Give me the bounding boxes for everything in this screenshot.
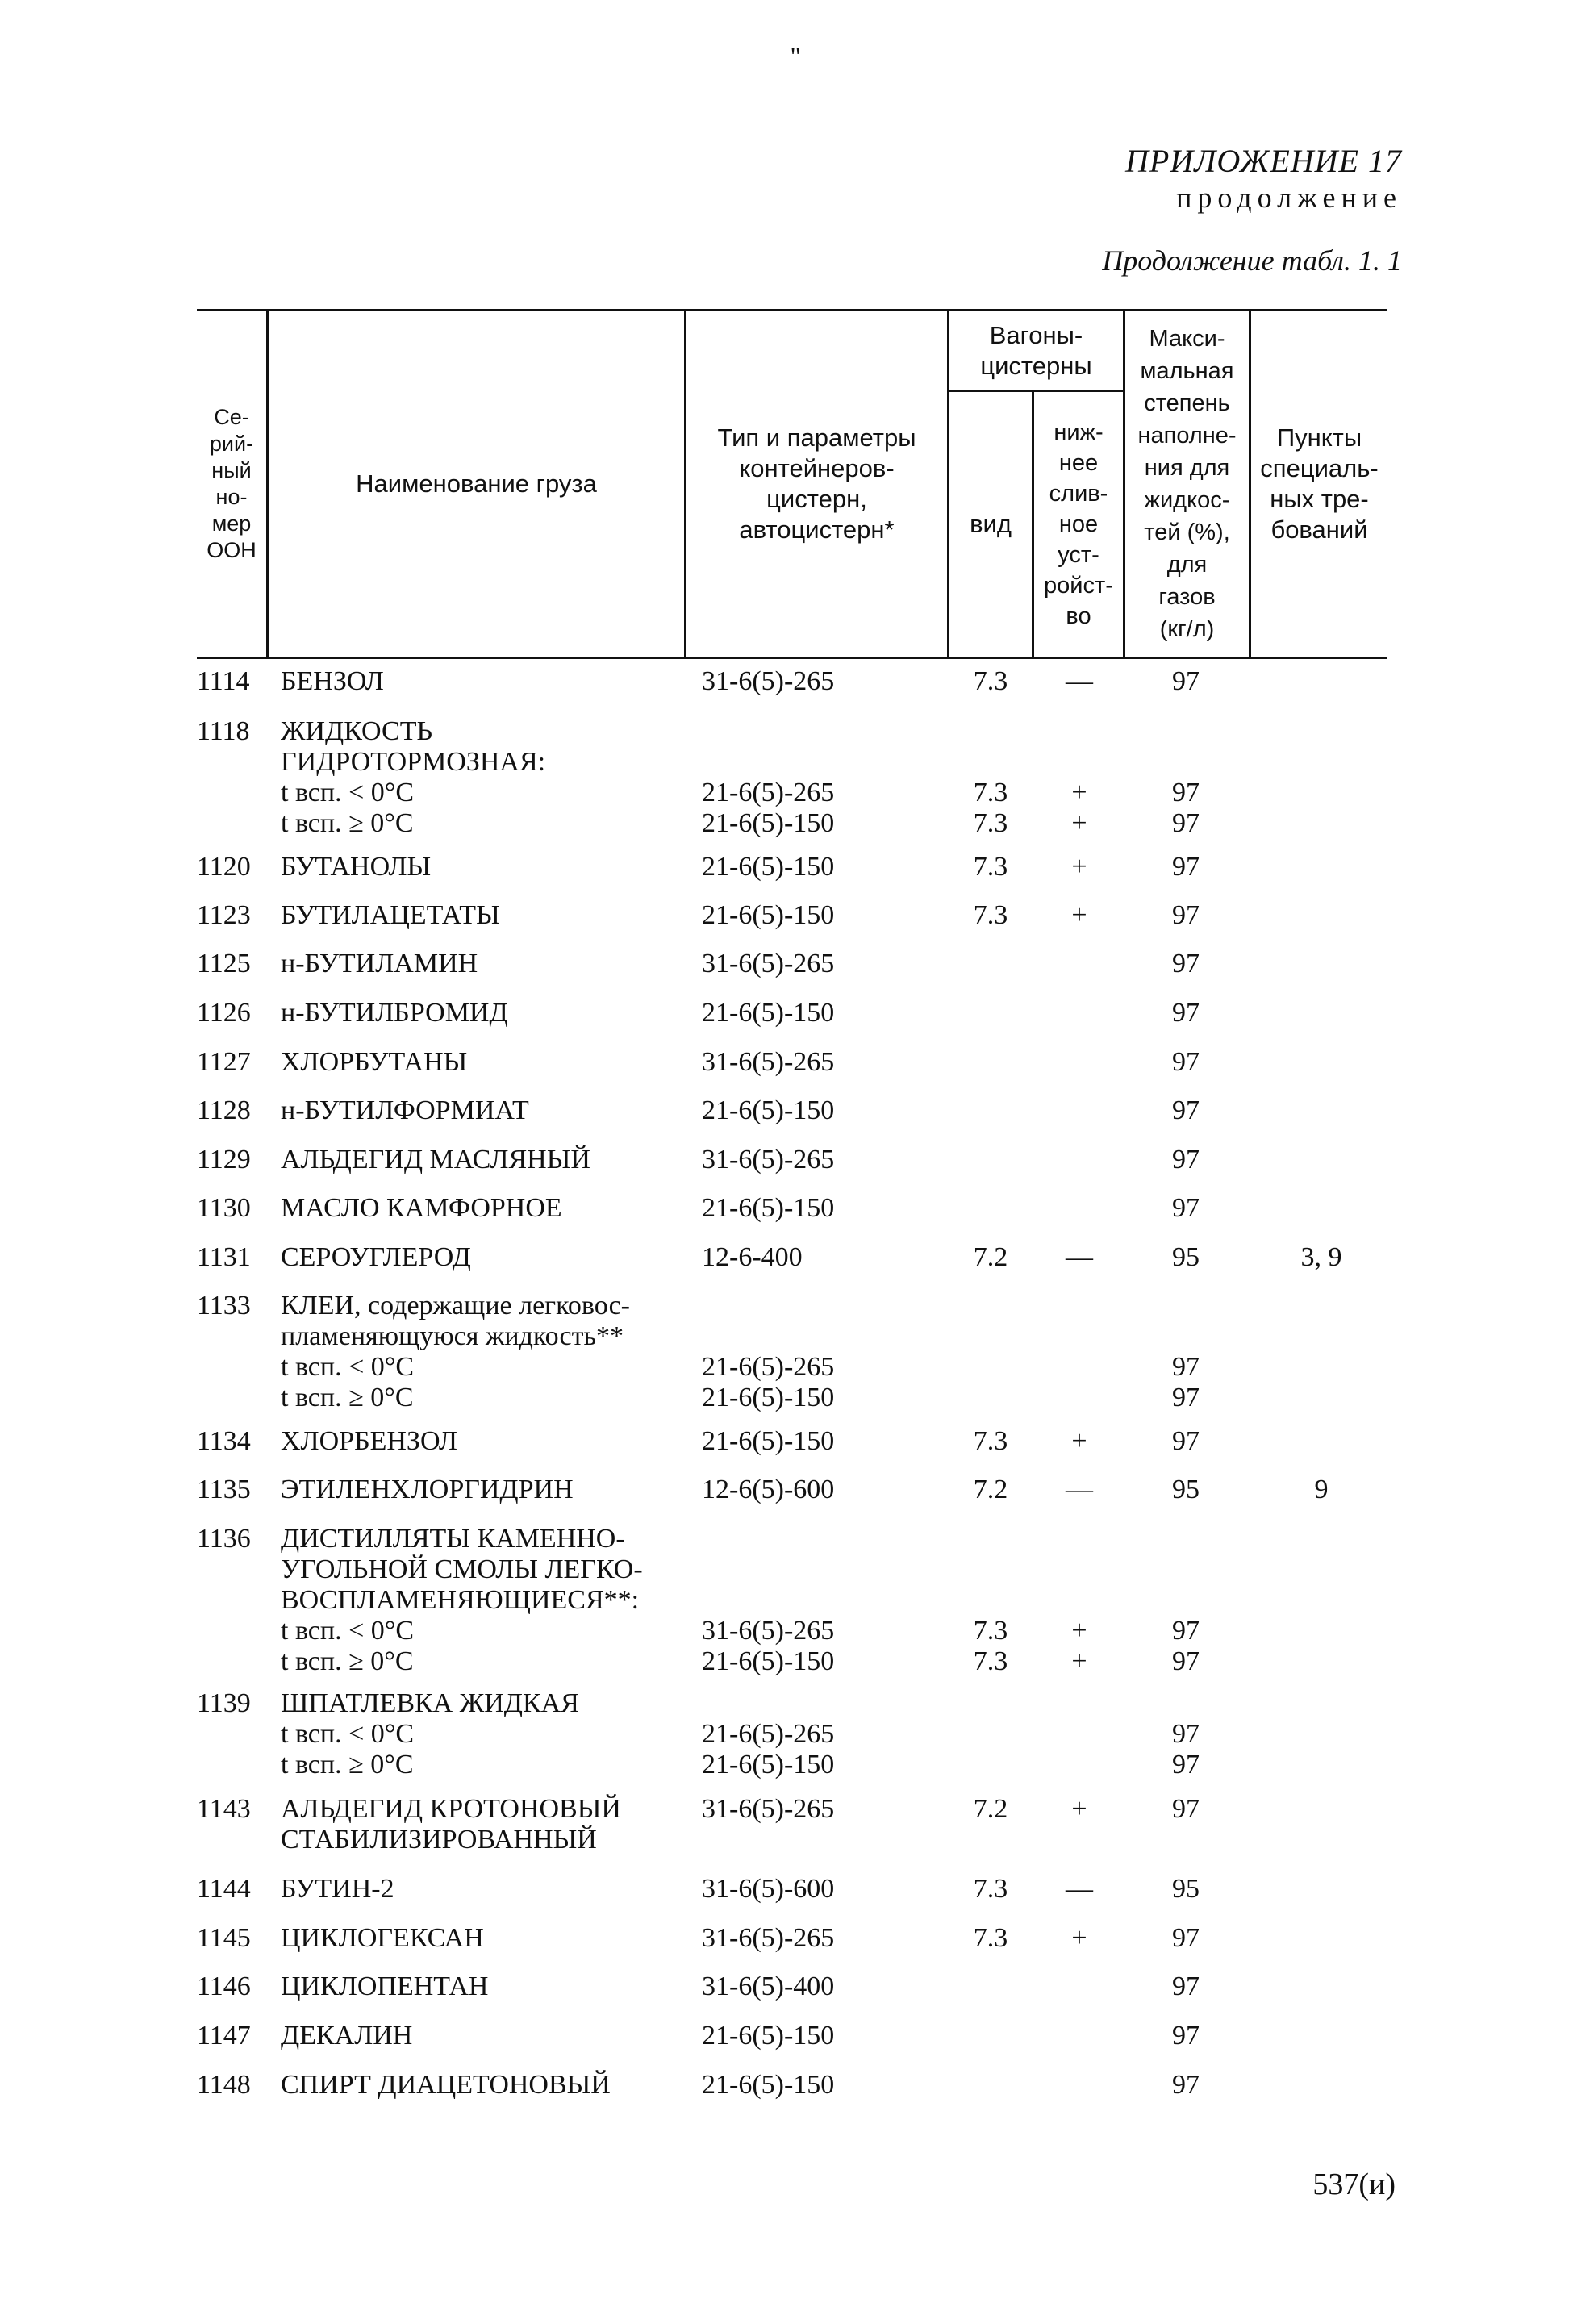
un-number: 1118 [197, 716, 250, 746]
cargo-name: ХЛОРБУТАНЫ [281, 1047, 468, 1077]
container-type: 31-6(5)-265 [702, 1794, 835, 1824]
max-fill: 95 [1172, 1874, 1200, 1904]
bottom-drain: — [1066, 1242, 1093, 1272]
wagon-kind: 7.3 [973, 666, 1008, 696]
cargo-name: АЛЬДЕГИД МАСЛЯНЫЙ [281, 1145, 590, 1175]
cargo-name: БЕНЗОЛ [281, 666, 384, 696]
max-fill: 97 [1172, 1794, 1200, 1824]
container-type: 31-6(5)-265 [702, 949, 835, 978]
container-type: 21-6(5)-150 [702, 2021, 835, 2051]
bottom-drain: + [1071, 1794, 1087, 1824]
table-continuation-label: Продолжение табл. 1. 1 [1102, 244, 1402, 277]
container-type: 21-6(5)-150 [702, 998, 835, 1028]
cargo-name: БУТИЛАЦЕТАТЫ [281, 900, 500, 930]
max-fill: 97 97 [1172, 1719, 1200, 1780]
header-bottom-drain: ниж- нее слив- ное уст- ройст- во [1044, 419, 1113, 629]
max-fill: 97 [1172, 1426, 1200, 1456]
un-number: 1129 [197, 1145, 251, 1175]
un-number: 1114 [197, 666, 250, 696]
wagon-kind: 7.3 [973, 900, 1008, 930]
container-type: 31-6(5)-265 [702, 1923, 835, 1953]
container-type: 12-6(5)-600 [702, 1475, 835, 1504]
max-fill: 97 [1172, 1095, 1200, 1125]
container-type: 31-6(5)-265 [702, 1047, 835, 1077]
header-cargo-name: Наименование груза [356, 469, 597, 498]
container-type: 31-6(5)-265 [702, 666, 835, 696]
container-type: 12-6-400 [702, 1242, 803, 1272]
container-type: 21-6(5)-150 [702, 1193, 835, 1223]
container-type: 31-6(5)-265 21-6(5)-150 [702, 1616, 835, 1676]
header-max-fill: Макси- мальная степень наполне- ния для жидкос- тей (%), для газов (кг/л) [1137, 326, 1237, 642]
wagon-kind: 7.3 7.3 [973, 778, 1008, 838]
wagon-kind: 7.3 [973, 1923, 1008, 1953]
container-type: 21-6(5)-150 [702, 900, 835, 930]
max-fill: 97 [1172, 998, 1200, 1028]
continued-label: продолжение [1176, 181, 1402, 214]
cargo-name: СЕРОУГЛЕРОД [281, 1242, 471, 1272]
max-fill: 97 97 [1172, 1616, 1200, 1676]
cargo-name: ДИСТИЛЛЯТЫ КАМЕННО- УГОЛЬНОЙ СМОЛЫ ЛЕГКО- ВОСПЛАМЕНЯЮЩИЕСЯ**: t всп. < 0°С t всп. ≥ 0°С [281, 1524, 643, 1676]
un-number: 1148 [197, 2070, 251, 2100]
special-points: 3, 9 [1300, 1242, 1342, 1272]
un-number: 1143 [197, 1794, 251, 1824]
max-fill: 97 [1172, 852, 1200, 882]
un-number: 1120 [197, 852, 251, 882]
max-fill: 97 [1172, 1971, 1200, 2001]
wagon-kind: 7.2 [973, 1794, 1008, 1824]
container-type: 21-6(5)-265 21-6(5)-150 [702, 1352, 835, 1412]
un-number: 1126 [197, 998, 251, 1028]
un-number: 1135 [197, 1475, 251, 1504]
cargo-name: БУТИН-2 [281, 1874, 394, 1904]
un-number: 1145 [197, 1923, 251, 1953]
bottom-drain: + [1071, 1426, 1087, 1456]
wagon-kind: 7.3 [973, 852, 1008, 882]
un-number: 1139 [197, 1688, 251, 1718]
un-number: 1128 [197, 1095, 251, 1125]
bottom-drain: + [1071, 1923, 1087, 1953]
max-fill: 95 [1172, 1242, 1200, 1272]
header-bottom-rule [197, 657, 1387, 659]
max-fill: 97 [1172, 1193, 1200, 1223]
cargo-name: ЖИДКОСТЬ ГИДРОТОРМОЗНАЯ: t всп. < 0°С t всп. ≥ 0°С [281, 716, 546, 838]
container-type: 21-6(5)-150 [702, 852, 835, 882]
cargo-name: ДЕКАЛИН [281, 2021, 413, 2051]
un-number: 1127 [197, 1047, 251, 1077]
un-number: 1136 [197, 1524, 251, 1554]
container-type: 21-6(5)-265 21-6(5)-150 [702, 1719, 835, 1780]
wagon-kind: 7.2 [973, 1475, 1008, 1504]
bottom-drain: — [1066, 1475, 1093, 1504]
bottom-drain: + [1071, 900, 1087, 930]
max-fill: 97 [1172, 900, 1200, 930]
page-number: 537(и) [1312, 2168, 1396, 2201]
bottom-drain: + + [1071, 778, 1087, 838]
bottom-drain: + + [1071, 1616, 1087, 1676]
cargo-name: КЛЕИ, содержащие легковос- пламеняющуюся жидкость** t всп. < 0°С t всп. ≥ 0°С [281, 1291, 630, 1412]
container-type: 31-6(5)-265 [702, 1145, 835, 1175]
cargo-name: н-БУТИЛАМИН [281, 949, 478, 978]
header-container-type: Тип и параметры контейнеров- цистерн, автоцистерн* [717, 423, 916, 544]
max-fill: 97 [1172, 1923, 1200, 1953]
un-number: 1144 [197, 1874, 251, 1904]
cargo-name: ХЛОРБЕНЗОЛ [281, 1426, 457, 1456]
max-fill: 97 [1172, 666, 1200, 696]
un-number: 1147 [197, 2021, 251, 2051]
cargo-name: н-БУТИЛФОРМИАТ [281, 1095, 529, 1125]
un-number: 1130 [197, 1193, 251, 1223]
bottom-drain: — [1066, 1874, 1093, 1904]
bottom-drain: — [1066, 666, 1093, 696]
container-type: 21-6(5)-265 21-6(5)-150 [702, 778, 835, 838]
cargo-name: ЦИКЛОПЕНТАН [281, 1971, 489, 2001]
container-type: 21-6(5)-150 [702, 1095, 835, 1125]
max-fill: 97 [1172, 1047, 1200, 1077]
container-type: 21-6(5)-150 [702, 1426, 835, 1456]
un-number: 1131 [197, 1242, 251, 1272]
cargo-name: н-БУТИЛБРОМИД [281, 998, 508, 1028]
header-tank-wagons: Вагоны- цистерны [980, 321, 1092, 380]
container-type: 31-6(5)-600 [702, 1874, 835, 1904]
wagon-kind: 7.3 7.3 [973, 1616, 1008, 1676]
cargo-name: ЭТИЛЕНХЛОРГИДРИН [281, 1475, 574, 1504]
bottom-drain: + [1071, 852, 1087, 882]
header-kind: вид [970, 510, 1012, 538]
un-number: 1133 [197, 1291, 251, 1321]
max-fill: 97 [1172, 1145, 1200, 1175]
max-fill: 97 [1172, 2021, 1200, 2051]
max-fill: 97 97 [1172, 1352, 1200, 1412]
un-number: 1125 [197, 949, 251, 978]
max-fill: 97 [1172, 2070, 1200, 2100]
container-type: 31-6(5)-400 [702, 1971, 835, 2001]
cargo-name: ШПАТЛЕВКА ЖИДКАЯ t всп. < 0°С t всп. ≥ 0°С [281, 1688, 579, 1780]
wagon-kind: 7.2 [973, 1242, 1008, 1272]
un-number: 1146 [197, 1971, 251, 2001]
max-fill: 97 [1172, 949, 1200, 978]
wagon-kind: 7.3 [973, 1874, 1008, 1904]
container-type: 21-6(5)-150 [702, 2070, 835, 2100]
special-points: 9 [1314, 1475, 1329, 1504]
header-un-number: Се- рий- ный но- мер ООН [207, 405, 257, 562]
cargo-name: АЛЬДЕГИД КРОТОНОВЫЙ СТАБИЛИЗИРОВАННЫЙ [281, 1794, 621, 1855]
max-fill: 95 [1172, 1475, 1200, 1504]
max-fill: 97 97 [1172, 778, 1200, 838]
appendix-title: ПРИЛОЖЕНИЕ 17 [1125, 143, 1402, 179]
cargo-name: БУТАНОЛЫ [281, 852, 432, 882]
tick-mark: '' [791, 42, 801, 72]
cargo-name: МАСЛО КАМФОРНОЕ [281, 1193, 562, 1223]
header-special-points: Пункты специаль- ных тре- бований [1260, 423, 1379, 544]
un-number: 1134 [197, 1426, 251, 1456]
wagon-kind: 7.3 [973, 1426, 1008, 1456]
cargo-name: СПИРТ ДИАЦЕТОНОВЫЙ [281, 2070, 611, 2100]
cargo-name: ЦИКЛОГЕКСАН [281, 1923, 484, 1953]
un-number: 1123 [197, 900, 251, 930]
